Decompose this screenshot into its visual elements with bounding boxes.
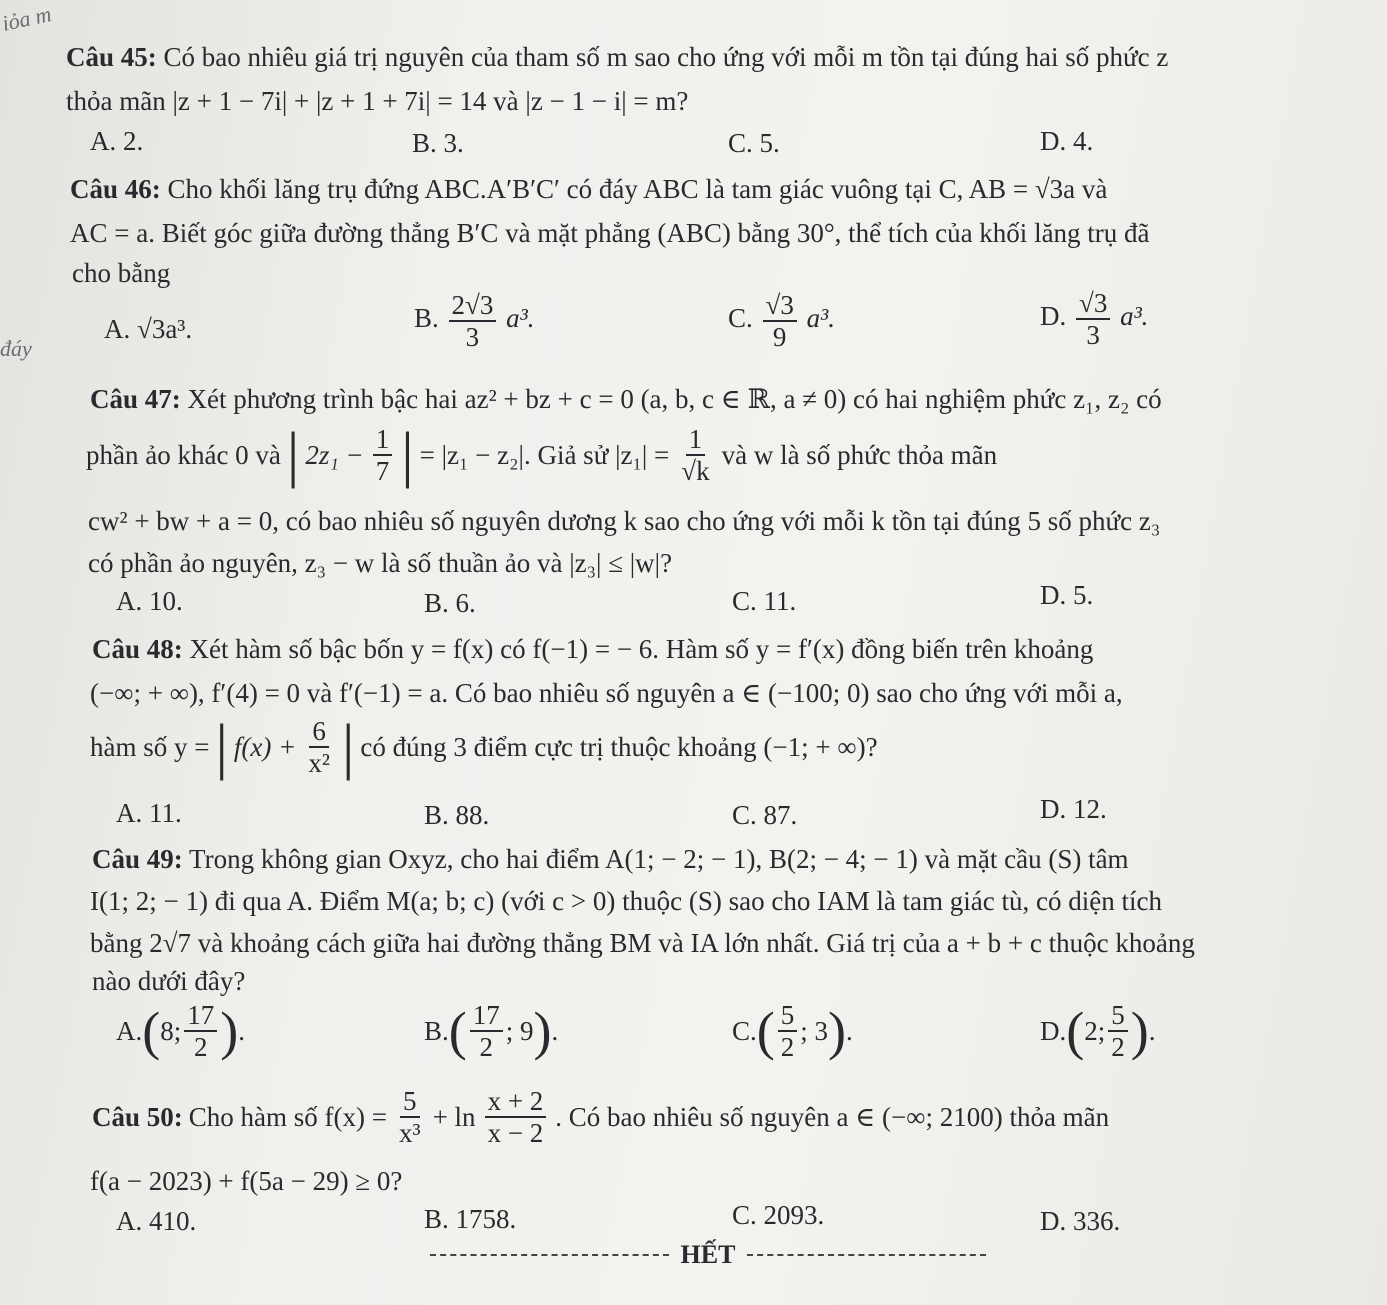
q46-option-a: A. √3a³. (104, 314, 193, 344)
q47-fraction-1-numerator: 1 (373, 424, 393, 456)
q49-option-d-paren-open: ( (1066, 1001, 1085, 1061)
q47-fraction-1-denominator: 7 (375, 456, 390, 486)
q46-option-d-numerator: √3 (1076, 288, 1110, 320)
q49-option-b (424, 1000, 558, 1062)
q46-option-c-numerator: √3 (763, 290, 797, 322)
q45-line1 (66, 40, 1168, 74)
q50-line2: f(a − 2023) + f(5a − 29) ≥ 0? (90, 1166, 403, 1196)
q47-option-b: B. 6. (424, 588, 476, 618)
q49-option-b-denominator: 2 (479, 1032, 493, 1062)
q49-option-b-paren-open: ( (448, 1001, 467, 1061)
q49-option-a-label: A. (116, 1015, 143, 1046)
q45-option-c: C. 5. (728, 128, 780, 158)
q48-label: Câu 48: (92, 634, 183, 664)
q46-line3: cho bằng (72, 258, 171, 288)
margin-note-left: đáy (0, 336, 32, 361)
q48-option-b: B. 88. (424, 800, 490, 830)
q46-option-d (1040, 288, 1148, 350)
q48-line1 (92, 632, 1093, 666)
q46-option-c (728, 290, 835, 352)
q48-text3b: f(x) + (233, 731, 297, 762)
q49-option-c-fraction (778, 1000, 798, 1062)
q47-text1: Xét phương trình bậc hai az² + bz + c = 0 (a, b, c ∈ ℝ, a ≠ 0) có hai nghiệm phức z₁, z₂ có (187, 384, 1162, 414)
q48-line2: (−∞; + ∞), f′(4) = 0 và f′(−1) = a. Có bao nhiêu số nguyên a ∈ (−100; 0) sao cho ứng với mỗi a, (90, 678, 1123, 708)
end-marker (430, 1240, 986, 1270)
q47-line3: cw² + bw + a = 0, có bao nhiêu số nguyên dương k sao cho ứng với mỗi k tồn tại đúng 5 số phức z₃ (88, 506, 1161, 536)
q45-option-a: A. 2. (90, 126, 144, 156)
q49-option-d-label: D. (1040, 1015, 1067, 1046)
q49-option-b-post: ; 9 (505, 1015, 534, 1046)
q49-label: Câu 49: (92, 844, 183, 874)
q49-option-d-pre: 2; (1084, 1015, 1106, 1046)
q50-fraction-1-denominator: x³ (398, 1118, 421, 1148)
q47-text2b: 2z₁ − (305, 439, 364, 470)
q46-option-d-label: D. (1040, 301, 1067, 332)
q46-option-b-label: B. (414, 303, 439, 334)
q47-line4: có phần ảo nguyên, z₃ − w là số thuần ảo và |z₃| ≤ |w|? (88, 548, 673, 578)
end-dash-right (747, 1254, 986, 1256)
q49-option-b-numerator: 17 (470, 1000, 503, 1032)
q50-line1 (92, 1086, 1109, 1148)
q49-option-a-period: . (238, 1015, 245, 1046)
q49-line1 (92, 842, 1129, 876)
q49-option-c-paren-close: ) (828, 1001, 846, 1061)
q50-option-b: B. 1758. (424, 1204, 517, 1234)
q46-option-c-label: C. (728, 303, 753, 334)
q50-fraction-2 (485, 1086, 547, 1148)
q50-text1b: + ln (432, 1101, 476, 1132)
q48-text3a: hàm số y = (90, 731, 210, 762)
q50-fraction-2-numerator: x + 2 (485, 1086, 547, 1118)
q49-option-b-label: B. (424, 1015, 449, 1046)
q49-option-c-post: ; 3 (800, 1015, 829, 1046)
q46-option-b-fraction (449, 290, 497, 352)
q46-label: Câu 46: (70, 174, 161, 204)
q50-text1c: . Có bao nhiêu số nguyên a ∈ (−∞; 2100) thỏa mãn (555, 1101, 1110, 1132)
q49-option-c-label: C. (732, 1015, 757, 1046)
q49-option-d (1040, 1000, 1155, 1062)
q49-option-a-paren-open: ( (142, 1001, 161, 1061)
q49-option-a-pre: 8; (160, 1015, 182, 1046)
q50-text1a: Cho hàm số f(x) = (188, 1101, 387, 1132)
q49-line3: bằng 2√7 và khoảng cách giữa hai đường thẳng BM và IA lớn nhất. Giá trị của a + b + c thuộc khoảng (90, 928, 1195, 958)
q47-abs-open: | (286, 421, 300, 489)
q49-option-c (732, 1000, 853, 1062)
q49-option-b-fraction (470, 1000, 503, 1062)
q46-text1: Cho khối lăng trụ đứng ABC.A′B′C′ có đáy ABC là tam giác vuông tại C, AB = √3a và (167, 174, 1108, 204)
q49-option-d-denominator: 2 (1111, 1032, 1125, 1062)
q50-fraction-1 (396, 1086, 424, 1148)
q45-label: Câu 45: (66, 42, 157, 72)
q49-option-a-numerator: 17 (184, 1000, 217, 1032)
q45-line2: thỏa mãn |z + 1 − 7i| + |z + 1 + 7i| = 14 và |z − 1 − i| = m? (66, 86, 689, 116)
q48-abs-close: | (341, 713, 355, 781)
q47-fraction-2-denominator: √k (681, 456, 710, 486)
q48-option-d: D. 12. (1040, 794, 1107, 824)
q49-option-a (116, 1000, 245, 1062)
q49-text1: Trong không gian Oxyz, cho hai điểm A(1; − 2; − 1), B(2; − 4; − 1) và mặt cầu (S) tâm (189, 844, 1129, 874)
q45-option-b: B. 3. (412, 128, 464, 158)
q46-option-d-fraction (1076, 288, 1110, 350)
q48-option-a: A. 11. (116, 798, 182, 828)
q50-option-a: A. 410. (116, 1206, 197, 1236)
q46-line2: AC = a. Biết góc giữa đường thẳng B′C và mặt phẳng (ABC) bằng 30°, thể tích của khối lăng trụ đã (70, 218, 1150, 248)
end-dash-left (430, 1254, 669, 1256)
q46-option-b-numerator: 2√3 (449, 290, 497, 322)
q49-option-b-period: . (551, 1015, 559, 1046)
q47-fraction-2-numerator: 1 (686, 424, 706, 456)
q49-option-c-denominator: 2 (780, 1032, 795, 1062)
q50-fraction-2-denominator: x − 2 (487, 1118, 544, 1148)
q50-label: Câu 50: (92, 1101, 183, 1132)
q47-text2c: = |z₁ − z₂|. Giả sử |z₁| = (419, 439, 670, 470)
q47-abs-close: | (401, 421, 414, 489)
q46-line1 (70, 172, 1107, 206)
q47-option-c: C. 11. (732, 586, 797, 616)
q48-abs-open: | (215, 713, 228, 781)
q48-fraction-numerator: 6 (309, 716, 329, 748)
q46-option-b-tail: a³. (506, 303, 535, 334)
q47-option-d: D. 5. (1040, 580, 1094, 610)
q46-option-c-denominator: 9 (772, 322, 787, 352)
q50-option-d: D. 336. (1040, 1206, 1121, 1236)
q49-option-c-paren-open: ( (756, 1001, 775, 1061)
q49-option-d-paren-close: ) (1130, 1001, 1149, 1061)
q46-option-c-fraction (763, 290, 797, 352)
q49-option-a-fraction (184, 1000, 217, 1062)
q50-fraction-1-numerator: 5 (400, 1086, 420, 1118)
q47-fraction-1 (373, 424, 393, 486)
q49-line2: I(1; 2; − 1) đi qua A. Điểm M(a; b; c) (với c > 0) thuộc (S) sao cho IAM là tam giác tù, có diện tích (90, 886, 1162, 916)
q49-option-d-fraction (1108, 1000, 1128, 1062)
q49-option-b-paren-close: ) (533, 1001, 552, 1061)
q46-option-b (414, 290, 534, 352)
q48-line3 (90, 713, 878, 781)
q47-text2d: và w là số phức thỏa mãn (721, 439, 998, 470)
q49-option-c-numerator: 5 (778, 1000, 798, 1032)
q49-option-a-paren-close: ) (220, 1001, 239, 1061)
q48-text3c: có đúng 3 điểm cực trị thuộc khoảng (−1; + ∞)? (360, 731, 878, 762)
q49-option-d-numerator: 5 (1108, 1000, 1128, 1032)
q45-text1: Có bao nhiêu giá trị nguyên của tham số m sao cho ứng với mỗi m tồn tại đúng hai số phức z (163, 42, 1169, 72)
q49-line4: nào dưới đây? (92, 966, 246, 996)
q49-option-a-denominator: 2 (194, 1032, 208, 1062)
q47-text2a: phần ảo khác 0 và (86, 439, 281, 470)
end-text: HẾT (680, 1240, 736, 1269)
q48-fraction (305, 716, 333, 778)
q47-option-a: A. 10. (116, 586, 183, 616)
q48-option-c: C. 87. (732, 800, 798, 830)
q46-option-c-tail: a³. (806, 303, 835, 334)
q45-option-d: D. 4. (1040, 126, 1094, 156)
q50-option-c: C. 2093. (732, 1200, 825, 1230)
q46-option-d-denominator: 3 (1086, 320, 1100, 350)
q48-fraction-denominator: x² (308, 748, 330, 778)
margin-note-top: iỏa m (0, 1, 54, 36)
q49-option-d-period: . (1148, 1015, 1156, 1046)
q46-option-b-denominator: 3 (465, 322, 480, 352)
q47-line2 (86, 421, 998, 489)
q46-option-d-tail: a³. (1120, 301, 1149, 332)
q49-option-c-period: . (846, 1015, 853, 1046)
q47-line1 (90, 382, 1162, 416)
q47-fraction-2 (678, 424, 712, 486)
q47-label: Câu 47: (90, 384, 181, 414)
q48-text1: Xét hàm số bậc bốn y = f(x) có f(−1) = − 6. Hàm số y = f′(x) đồng biến trên khoảng (189, 634, 1094, 664)
